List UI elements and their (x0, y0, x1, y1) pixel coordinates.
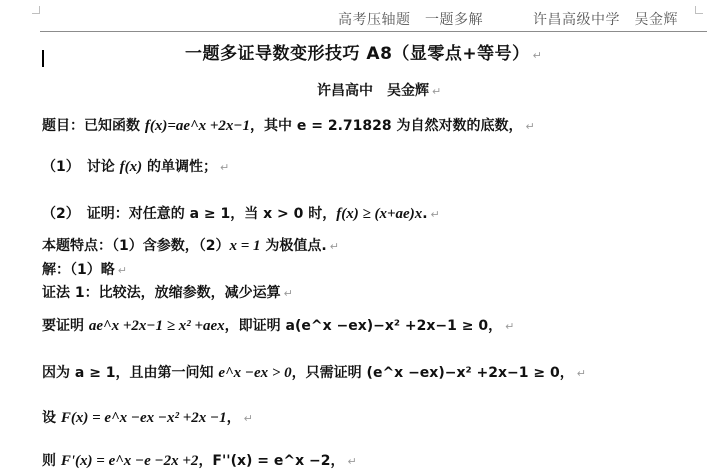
paragraph-mark: ↵ (525, 120, 535, 133)
paragraph-mark: ↵ (347, 455, 357, 468)
proof-line-4[interactable] (42, 452, 357, 471)
page-header (0, 0, 717, 30)
line-pre-text: （2） 证明：对任意的 a ≥ 1，当 x > 0 时， (42, 206, 337, 222)
line-post-text: ，即证明 a(e^x −ex)−x² +2x−1 ≥ 0， (224, 318, 503, 334)
document-author[interactable] (317, 82, 441, 101)
line-math: f(x) ≥ (x+ae)x (336, 206, 423, 222)
header-left-text: 高考压轴题 一题多解 (338, 12, 483, 28)
line-pre-text: 证法 1：比较法，放缩参数，减少运算 (42, 285, 281, 301)
line-post-text: 的单调性； (142, 159, 217, 175)
line-post-text: ，其中 e = 2.71828 为自然对数的底数， (250, 118, 523, 134)
proof-method-heading[interactable] (42, 284, 293, 303)
document-title-text: 一题多证导数变形技巧 A8（显零点+等号） (185, 44, 530, 64)
line-post-text: ，只需证明 (e^x −ex)−x² +2x−1 ≥ 0， (291, 365, 574, 381)
paragraph-mark: ↵ (283, 287, 293, 300)
line-pre-text: 设 (42, 410, 61, 426)
paragraph-mark: ↵ (430, 208, 440, 221)
paragraph-mark: ↵ (329, 240, 339, 253)
line-pre-text: （1） 讨论 (42, 159, 120, 175)
paragraph-mark: ↵ (532, 49, 543, 62)
paragraph-mark: ↵ (243, 412, 253, 425)
document-title[interactable] (185, 45, 542, 65)
text-cursor (42, 50, 44, 67)
line-pre-text: 解：（1）略 (42, 262, 115, 278)
solution-part-1[interactable] (42, 261, 127, 280)
proof-line-2[interactable] (42, 364, 586, 383)
problem-statement[interactable] (42, 117, 535, 136)
document-author-text: 许昌高中 吴金辉 (317, 83, 429, 99)
line-pre-text: 要证明 (42, 318, 89, 334)
line-math: f(x)=ae^x +2x−1 (144, 118, 250, 134)
line-post-text: 为极值点. (260, 238, 327, 254)
problem-features[interactable] (42, 237, 339, 256)
line-pre-text: 题目：已知函数 (42, 118, 145, 134)
proof-line-3[interactable] (42, 409, 253, 428)
line-pre-text: 因为 a ≥ 1，且由第一问知 (42, 365, 219, 381)
paragraph-mark: ↵ (505, 320, 515, 333)
line-math: F(x) = e^x −ex −x² +2x −1 (60, 410, 227, 426)
proof-line-1[interactable] (42, 317, 514, 336)
line-pre-text: 则 (42, 453, 61, 469)
paragraph-mark: ↵ (117, 264, 127, 277)
question-part-2[interactable] (42, 205, 440, 224)
line-post-text: . (422, 206, 428, 222)
line-math: ae^x +2x−1 ≥ x² +aex (88, 318, 225, 334)
question-part-1[interactable] (42, 158, 229, 177)
line-math: F'(x) = e^x −e −2x +2 (60, 453, 199, 469)
header-right-text: 许昌高级中学 吴金辉 (533, 12, 678, 28)
line-post-text: ，F''(x) = e^x −2， (198, 453, 345, 469)
header-rule (40, 31, 707, 32)
line-post-text: ， (226, 410, 241, 426)
line-math: x = 1 (229, 238, 261, 254)
line-math: f(x) (119, 159, 143, 175)
paragraph-mark: ↵ (220, 161, 230, 174)
paragraph-mark: ↵ (432, 85, 442, 98)
paragraph-mark: ↵ (576, 367, 586, 380)
line-pre-text: 本题特点：（1）含参数，（2） (42, 238, 230, 254)
line-math: e^x −ex > 0 (218, 365, 292, 381)
